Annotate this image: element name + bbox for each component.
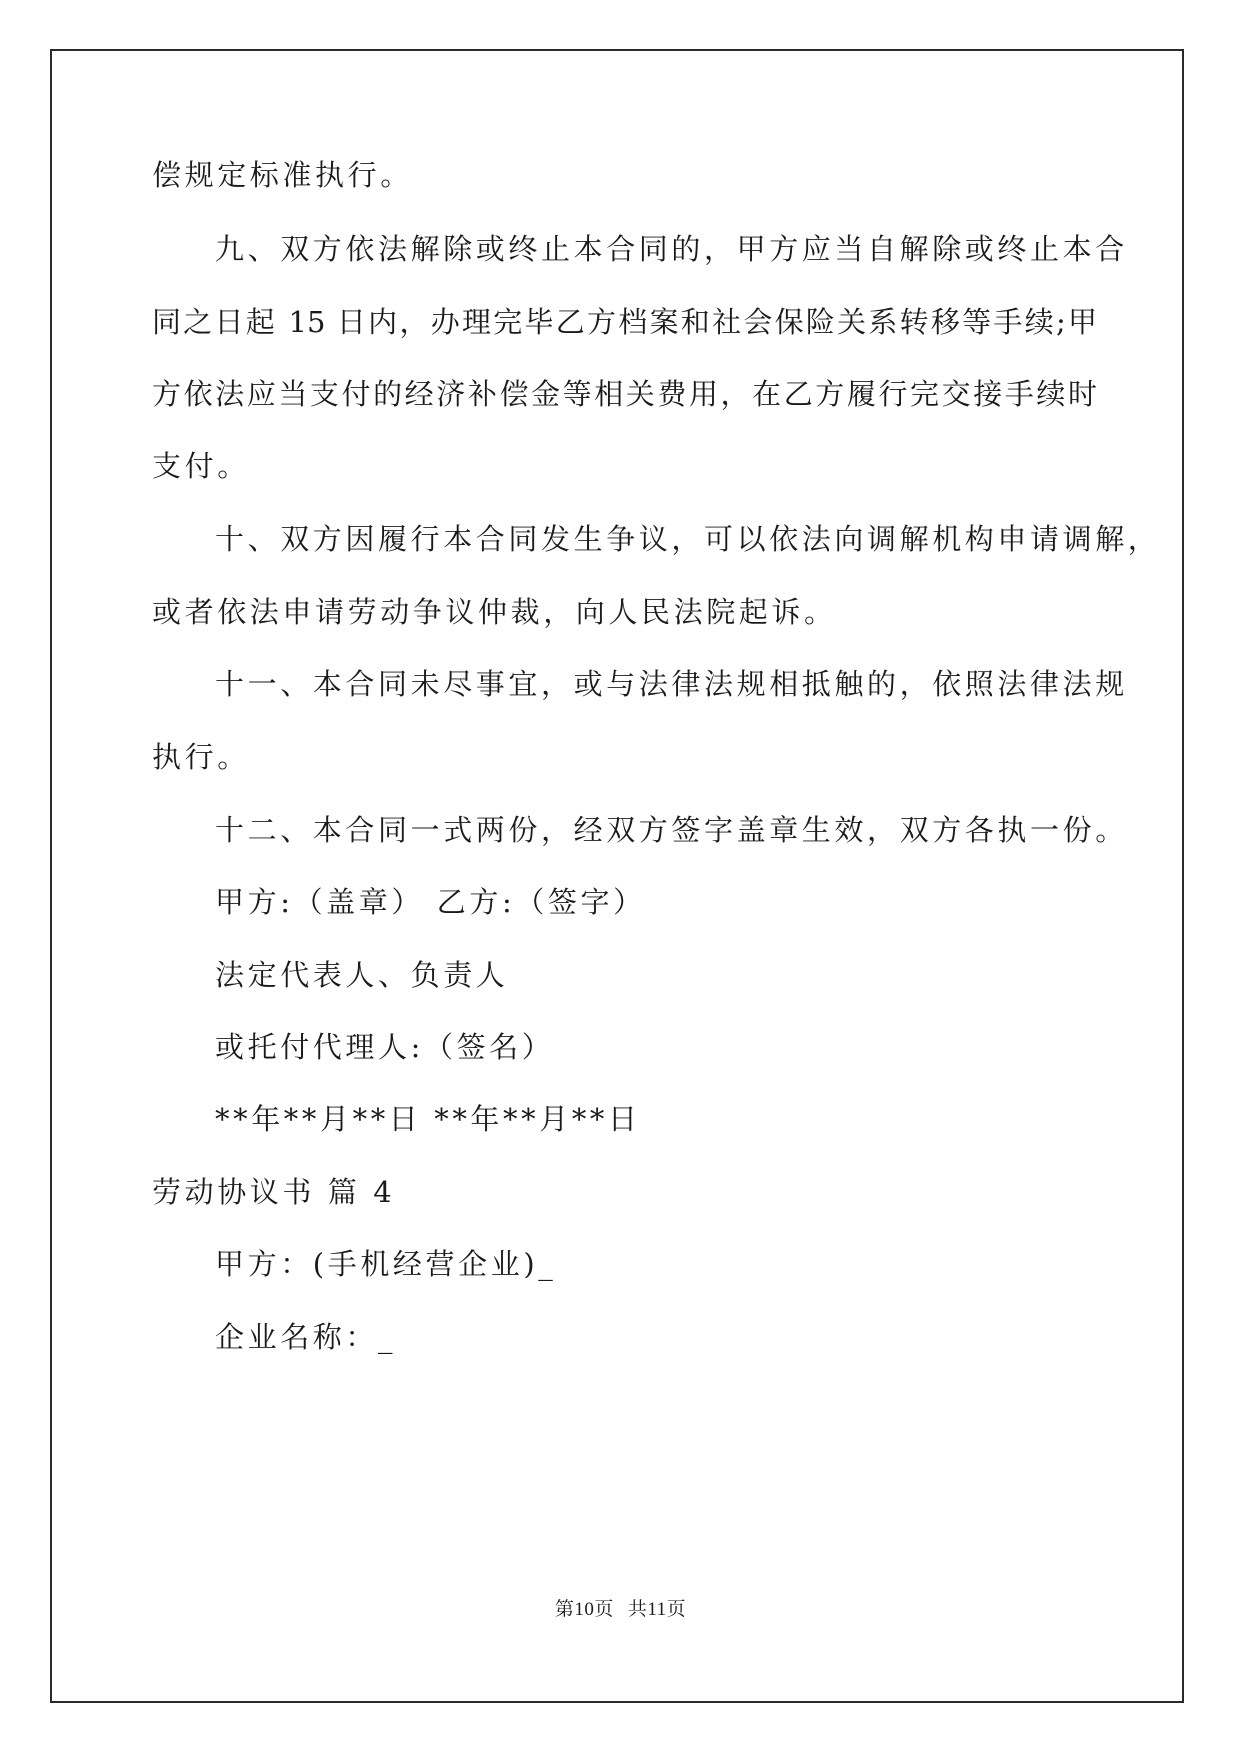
signature-dates: **年**月**日 **年**月**日 — [215, 1102, 641, 1136]
paragraph-10-line-2: 或者依法申请劳动争议仲裁，向人民法院起诉。 — [152, 595, 837, 629]
total-prefix: 共 — [627, 1598, 648, 1620]
section-heading: 劳动协议书 篇 4 — [152, 1175, 396, 1209]
paragraph-9-line-4: 支付。 — [152, 449, 250, 483]
paragraph-9-line-1: 九、双方依法解除或终止本合同的，甲方应当自解除或终止本合 — [215, 232, 1128, 266]
total-suffix: 页 — [666, 1598, 687, 1620]
total-pages: 11 — [647, 1599, 667, 1620]
page-footer — [0, 1596, 1241, 1623]
page-number: 10 — [574, 1599, 595, 1620]
authorized-agent: 或托付代理人:（签名） — [215, 1030, 555, 1064]
paragraph-11-line-1: 十一、本合同未尽事宜，或与法律法规相抵触的，依照法律法规 — [215, 667, 1128, 701]
page-suffix: 页 — [594, 1598, 614, 1620]
page-border — [50, 49, 1184, 1703]
paragraph-9-line-2: 同之日起 15 日内，办理完毕乙方档案和社会保险关系转移等手续;甲 — [152, 305, 1097, 339]
legal-representative: 法定代表人、负责人 — [215, 958, 509, 992]
paragraph-10-line-1: 十、双方因履行本合同发生争议，可以依法向调解机构申请调解， — [215, 522, 1161, 556]
page-prefix: 第 — [554, 1598, 575, 1620]
party-a-line: 甲方：(手机经营企业)_ — [215, 1247, 557, 1281]
text-line: 偿规定标准执行。 — [152, 158, 413, 192]
paragraph-9-line-3: 方依法应当支付的经济补偿金等相关费用，在乙方履行完交接手续时 — [152, 377, 1097, 411]
company-name-line: 企业名称：_ — [215, 1320, 397, 1354]
paragraph-11-line-2: 执行。 — [152, 740, 250, 774]
paragraph-12: 十二、本合同一式两份，经双方签字盖章生效，双方各执一份。 — [215, 813, 1128, 847]
signature-parties: 甲方:（盖章） 乙方:（签字） — [215, 885, 646, 919]
